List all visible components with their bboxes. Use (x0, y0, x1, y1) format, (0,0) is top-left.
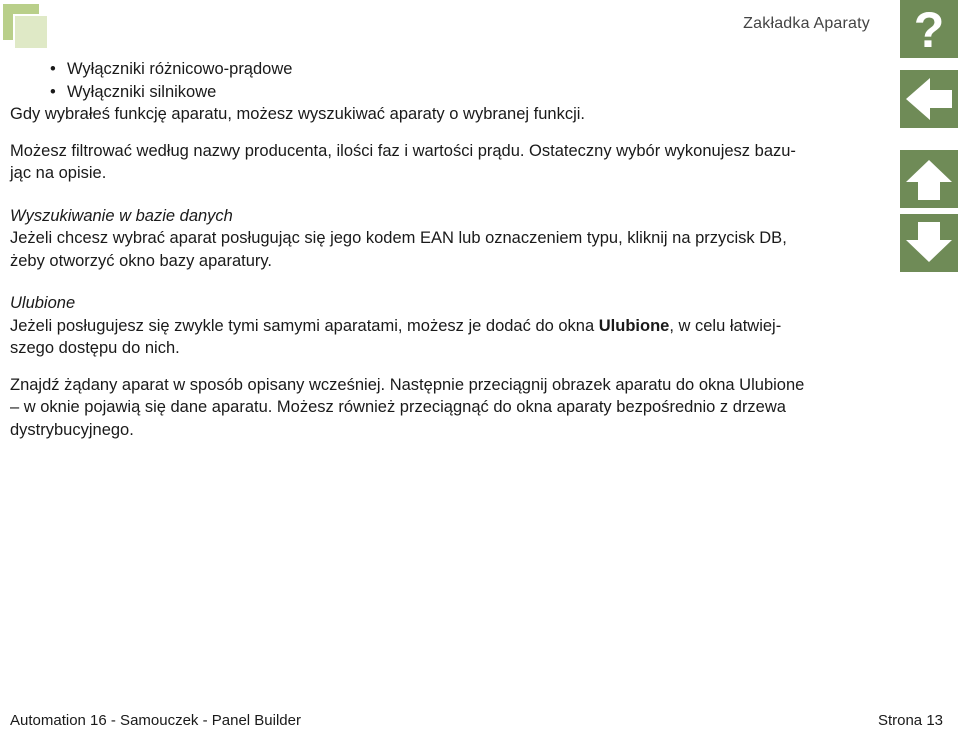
arrow-up-icon (904, 156, 954, 202)
paragraph-line: – w oknie pojawią się dane aparatu. Możesz również przeciągnąć do okna aparaty bezpośrednio z drzewa (10, 398, 786, 416)
paragraph-filter (10, 140, 890, 185)
page-header-title: Zakładka Aparaty (743, 15, 870, 32)
paragraph-function-search: Gdy wybrałeś funkcję aparatu, możesz wyszukiwać aparaty o wybranej funkcji. (10, 105, 585, 123)
text-fragment: , w celu łatwiej- (669, 316, 782, 335)
svg-text:?: ? (913, 4, 945, 54)
paragraph-line: żeby otworzyć okno bazy aparatury. (10, 251, 272, 270)
arrow-left-icon (904, 76, 954, 122)
paragraph-line: szego dostępu do nich. (10, 339, 180, 357)
paragraph-drag-instructions (10, 374, 890, 442)
list-item: • Wyłączniki silnikowe (10, 81, 890, 104)
footer-page-number: Strona 13 (877, 712, 943, 729)
section-heading-favorites: Ulubione (10, 294, 76, 312)
section-heading-database: Wyszukiwanie w bazie danych (10, 206, 233, 225)
favorites-window-name: Ulubione (598, 316, 670, 335)
question-mark-icon (907, 4, 951, 54)
paragraph-line: jąc na opisie. (10, 164, 107, 182)
paragraph-line: Możesz filtrować według nazwy producenta, ilości faz i wartości prądu. Ostateczny wybór wykonujesz bazu- (10, 141, 796, 160)
scroll-down-button[interactable] (900, 214, 958, 272)
footer-document-title: Automation 16 - Samouczek - Panel Builder (10, 712, 301, 729)
logo-square-front (13, 14, 49, 50)
paragraph-line (10, 315, 890, 338)
paragraph-line: Jeżeli chcesz wybrać aparat posługując się jego kodem EAN lub oznaczeniem typu, kliknij na przycisk DB, (10, 229, 787, 247)
logo-squares (3, 4, 49, 50)
text-fragment: Jeżeli posługujesz się zwykle tymi samymi aparatami, możesz je dodać do okna (10, 316, 599, 335)
main-content (10, 58, 890, 441)
function-list (10, 58, 890, 103)
paragraph-line: Znajdź żądany aparat w sposób opisany wcześniej. Następnie przeciągnij obrazek aparatu do okna Ulubione (10, 375, 805, 394)
back-button[interactable] (900, 70, 958, 128)
scroll-up-button[interactable] (900, 150, 958, 208)
help-button[interactable] (900, 0, 958, 58)
list-item: • Wyłączniki różnicowo-prądowe (10, 58, 890, 81)
arrow-down-icon (904, 220, 954, 266)
paragraph-line: dystrybucyjnego. (10, 420, 134, 439)
